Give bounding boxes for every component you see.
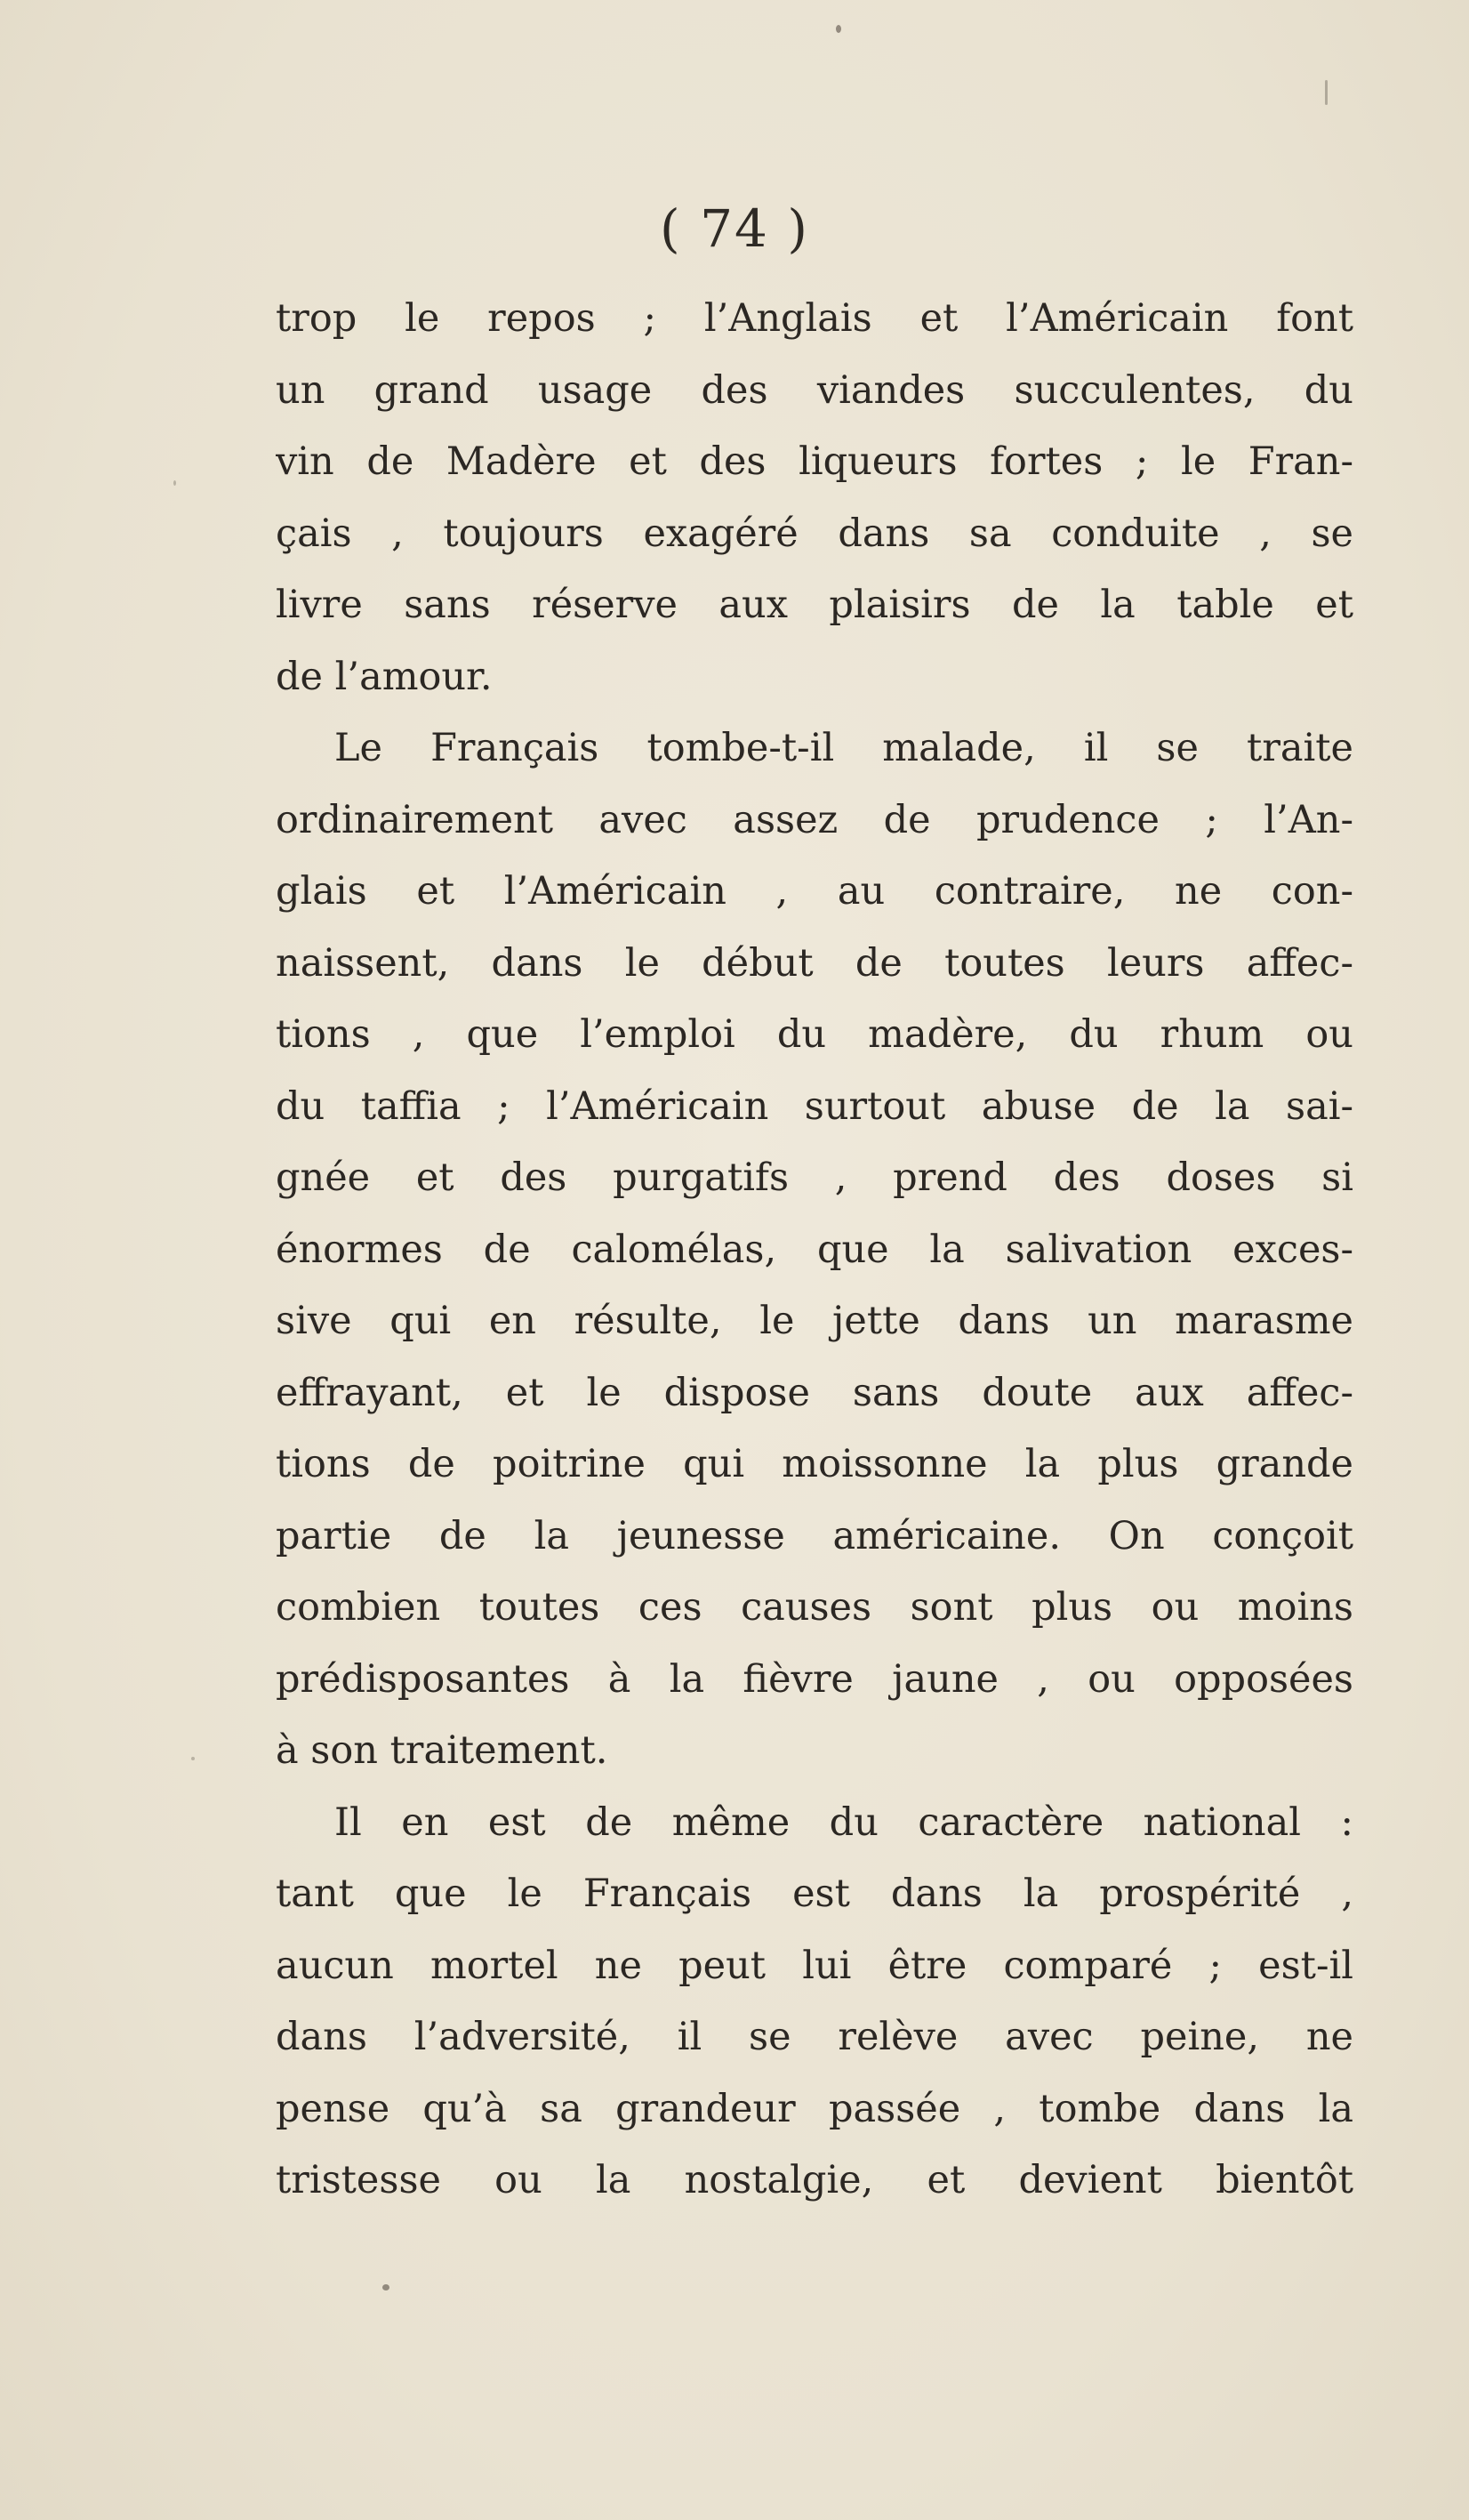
text-line-24: aucun mortel ne peut lui être comparé ; est-il bbox=[276, 1943, 1353, 1988]
text-line-10: naissent, dans le début de toutes leurs affec- bbox=[276, 940, 1353, 986]
text-line-20: prédisposantes à la fièvre jaune , ou opposées bbox=[276, 1656, 1353, 1702]
text-line-2: un grand usage des viandes succulentes, du bbox=[276, 367, 1353, 413]
paper-speck bbox=[382, 2284, 389, 2291]
body-text bbox=[276, 283, 1353, 2217]
page-number: ( 74 ) bbox=[660, 198, 809, 259]
text-line-7: Le Français tombe-t-il malade, il se traite bbox=[334, 726, 1353, 770]
text-line-6: de l’amour. bbox=[276, 654, 493, 699]
text-line-22: Il en est de même du caractère national : bbox=[334, 1799, 1353, 1845]
text-line-19: combien toutes ces causes sont plus ou moins bbox=[276, 1585, 1353, 1630]
text-line-1: trop le repos ; l’Anglais et l’Américain font bbox=[276, 296, 1353, 341]
text-line-12: du taffia ; l’Américain surtout abuse de la sai- bbox=[276, 1083, 1353, 1129]
text-line-23: tant que le Français est dans la prospérité , bbox=[276, 1872, 1353, 1916]
text-line-14: énormes de calomélas, que la salivation exces- bbox=[276, 1227, 1353, 1272]
text-line-8: ordinairement avec assez de prudence ; l’An- bbox=[276, 797, 1353, 842]
text-line-21: à son traitement. bbox=[276, 1728, 608, 1773]
text-line-15: sive qui en résulte, le jette dans un marasme bbox=[276, 1299, 1353, 1343]
text-line-17: tions de poitrine qui moissonne la plus grande bbox=[276, 1442, 1353, 1486]
text-line-4: çais , toujours exagéré dans sa conduite , se bbox=[276, 511, 1353, 556]
text-line-11: tions , que l’emploi du madère, du rhum ou bbox=[276, 1012, 1353, 1057]
paper-speck bbox=[191, 1757, 195, 1760]
text-line-27: tristesse ou la nostalgie, et devient bientôt bbox=[276, 2158, 1353, 2202]
text-line-5: livre sans réserve aux plaisirs de la table et bbox=[276, 583, 1353, 627]
paper-speck bbox=[836, 25, 841, 33]
text-line-9: glais et l’Américain , au contraire, ne con- bbox=[276, 869, 1353, 914]
text-line-3: vin de Madère et des liqueurs fortes ; le Fran- bbox=[276, 439, 1353, 484]
paper-speck bbox=[1325, 80, 1328, 105]
text-line-26: pense qu’à sa grandeur passée , tombe dans la bbox=[276, 2086, 1353, 2131]
text-line-18: partie de la jeunesse américaine. On conçoit bbox=[276, 1513, 1353, 1558]
paper-speck bbox=[173, 480, 176, 486]
text-line-25: dans l’adversité, il se relève avec peine, ne bbox=[276, 2015, 1353, 2059]
text-line-13: gnée et des purgatifs , prend des doses si bbox=[276, 1155, 1353, 1200]
text-line-16: effrayant, et le dispose sans doute aux affec- bbox=[276, 1370, 1353, 1415]
